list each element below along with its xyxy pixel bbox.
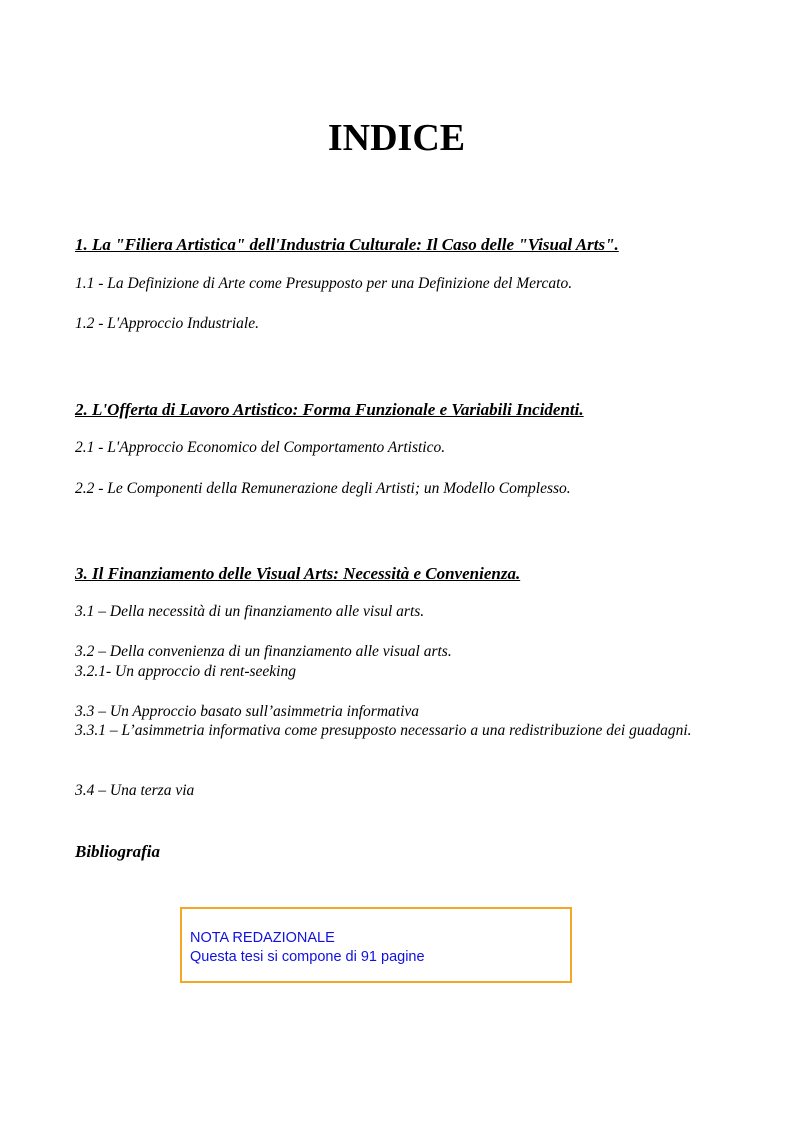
toc-entry-1-2: 1.2 - L'Approccio Industriale. (75, 315, 259, 332)
toc-entry-2-1: 2.1 - L'Approccio Economico del Comportamento Artistico. (75, 439, 446, 456)
toc-entry-1-1: 1.1 - La Definizione di Arte come Presupposto per una Definizione del Mercato. (75, 275, 573, 292)
toc-entry-3-3-1: 3.3.1 – L’asimmetria informativa come presupposto necessario a una redistribuzione dei guadagni. (75, 722, 692, 739)
note-text: Questa tesi si compone di 91 pagine (190, 949, 425, 965)
page-title: INDICE (327, 117, 466, 159)
toc-entry-3-2: 3.2 – Della convenienza di un finanziamento alle visual arts. (75, 643, 452, 660)
editorial-note-box (180, 907, 572, 983)
toc-entry-3-2-1: 3.2.1- Un approccio di rent-seeking (75, 663, 296, 680)
chapter-2-heading: 2. L'Offerta di Lavoro Artistico: Forma Funzionale e Variabili Incidenti. (75, 400, 584, 419)
toc-entry-3-3: 3.3 – Un Approccio basato sull’asimmetria informativa (75, 703, 420, 720)
note-heading: NOTA REDAZIONALE (190, 930, 335, 946)
toc-entry-3-4: 3.4 – Una terza via (75, 782, 195, 799)
chapter-3-heading: 3. Il Finanziamento delle Visual Arts: Necessità e Convenienza. (75, 564, 521, 583)
toc-entry-2-2: 2.2 - Le Componenti della Remunerazione degli Artisti; un Modello Complesso. (75, 480, 571, 497)
bibliography-heading: Bibliografia (75, 842, 161, 861)
chapter-1-heading: 1. La "Filiera Artistica" dell'Industria Culturale: Il Caso delle "Visual Arts". (75, 235, 619, 254)
toc-entry-3-1: 3.1 – Della necessità di un finanziamento alle visul arts. (75, 603, 425, 620)
